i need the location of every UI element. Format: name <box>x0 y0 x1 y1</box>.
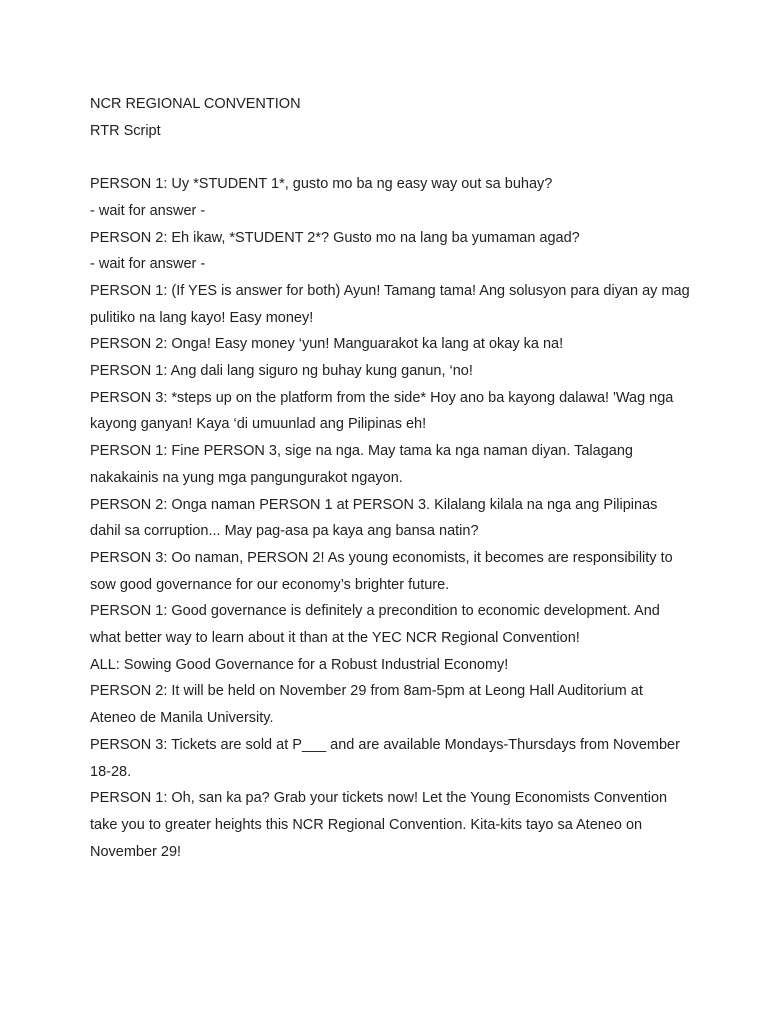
script-line: - wait for answer - <box>90 256 206 273</box>
script-line: PERSON 3: *steps up on the platform from the side* Hoy ano ba kayong dalawa! 'Wag nga kayong ganyan! Kaya ‘di umuunlad ang Pilipinas eh! <box>90 389 674 433</box>
script-lines <box>90 171 690 865</box>
script-line: PERSON 2: Eh ikaw, *STUDENT 2*? Gusto mo na lang ba yumaman agad? <box>90 229 580 246</box>
script-line: - wait for answer - <box>90 202 206 219</box>
script-document <box>90 91 690 865</box>
script-line: PERSON 1: Good governance is definitely a precondition to economic development. And what better way to learn about it than at the YEC NCR Regional Convention! <box>90 603 660 647</box>
blank-line <box>90 144 690 171</box>
script-line: PERSON 1: (If YES is answer for both) Ayun! Tamang tama! Ang solusyon para diyan ay mag pulitiko na lang kayo! Easy money! <box>90 282 690 326</box>
script-line: PERSON 1: Fine PERSON 3, sige na nga. May tama ka nga naman diyan. Talagang nakakainis na yung mga pangungurakot ngayon. <box>90 443 633 486</box>
script-line: ALL: Sowing Good Governance for a Robust Industrial Economy! <box>90 656 509 673</box>
script-line: PERSON 1: Ang dali lang siguro ng buhay kung ganun, ‘no! <box>90 363 473 380</box>
script-line: PERSON 1: Uy *STUDENT 1*, gusto mo ba ng easy way out sa buhay? <box>90 176 553 193</box>
script-line: PERSON 3: Oo naman, PERSON 2! As young economists, it becomes are responsibility to sow good governance for our economy’s brighter future. <box>90 549 673 593</box>
script-line: PERSON 1: Oh, san ka pa? Grab your tickets now! Let the Young Economists Convention take you to greater heights this NCR Regional Convention. Kita-kits tayo sa Ateneo on November 29! <box>90 790 668 860</box>
script-line: PERSON 2: Onga! Easy money ‘yun! Manguarakot ka lang at okay ka na! <box>90 336 564 353</box>
document-title: NCR REGIONAL CONVENTION <box>90 96 301 112</box>
script-line: PERSON 2: Onga naman PERSON 1 at PERSON 3. Kilalang kilala na nga ang Pilipinas dahil sa corruption... May pag-asa pa kaya ang bansa natin? <box>90 496 658 540</box>
document-subtitle: RTR Script <box>90 122 161 139</box>
script-line: PERSON 3: Tickets are sold at P___ and are available Mondays-Thursdays from November 18-28. <box>90 736 680 780</box>
script-line: PERSON 2: It will be held on November 29 from 8am-5pm at Leong Hall Auditorium at Ateneo de Manila University. <box>90 683 643 727</box>
